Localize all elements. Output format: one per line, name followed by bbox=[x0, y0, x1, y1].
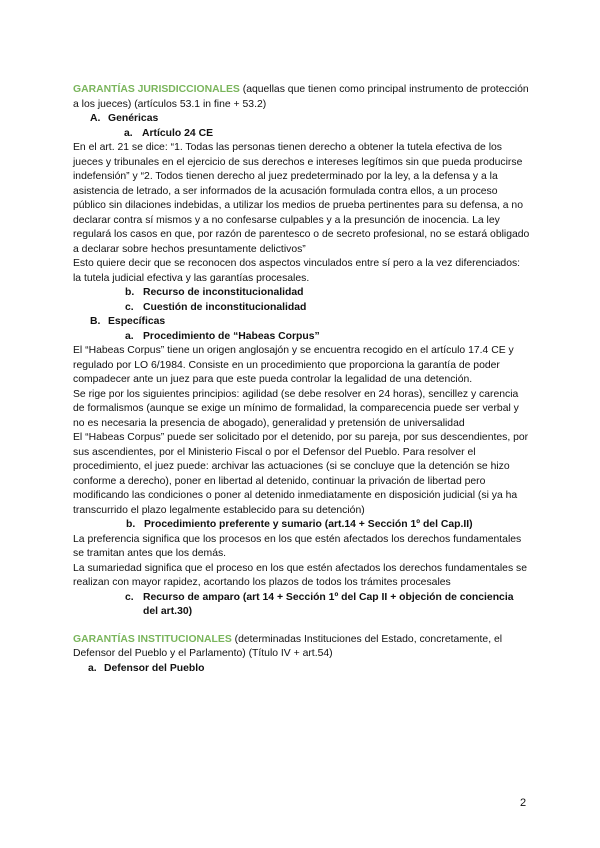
paragraph-sumariedad: La sumariedad significa que el proceso en los que estén afectados los derechos fundamentales se realizan con mayor rapidez, acortando los plazos de todos los trámites procesales bbox=[73, 562, 528, 588]
section-title: GARANTÍAS JURISDICCIONALES bbox=[73, 84, 240, 95]
heading-marker: b. bbox=[126, 519, 136, 530]
heading-marker: a. bbox=[125, 330, 134, 342]
paragraph-art24: En el art. 21 se dice: “1. Todas las personas tienen derecho a obtener la tutela efectiva de los jueces y tribunales en el ejercicio de sus derechos e intereses legítimos sin que pueda producirse indefensión” y “2. Todos tienen derecho al juez predeterminado por la ley, a la defensa y a la asistencia de letrado, a ser informados de la acusación formulada contra ellos, a un proceso público sin dilaciones indebidas, a utilizar los medios de prueba pertinentes para su defensa, a no declarar contra sí mismos y a no confesarse culpables y a la presunción de inocencia. La ley regulará los casos en que, por razón de parentesco o de secreto profesional, no se estará obligado a declarar sobre hechos presuntamente delictivos” bbox=[73, 142, 530, 255]
heading-genericas bbox=[73, 112, 531, 127]
heading-marker: c. bbox=[125, 591, 134, 603]
heading-label: Defensor del Pueblo bbox=[104, 662, 205, 674]
heading-procedimiento-preferente bbox=[73, 518, 531, 533]
paragraph-preferencia: La preferencia significa que los procesos en los que estén afectados los derechos fundamentales se tramitan antes que los demás. bbox=[73, 533, 522, 559]
heading-label: Genéricas bbox=[108, 113, 159, 124]
page-number: 2 bbox=[520, 797, 527, 809]
heading-marker: A. bbox=[90, 113, 101, 124]
paragraph-habeas-origen: El “Habeas Corpus” tiene un origen anglosajón y se encuentra recogido en el artículo 17.4 CE y regulado por LO 6/1984. Consiste en un procedimiento que proporciona la garantía de poder compadecer ante un juez para que este pueda controlar la legalidad de una detención. bbox=[73, 345, 514, 385]
section-intro: (determinadas Instituciones del Estado, concretamente, el Defensor del Pueblo y el Parlamento) (Título IV + art.54) bbox=[73, 633, 503, 659]
heading-label: Procedimiento preferente y sumario (art.14 + Sección 1º del Cap.II) bbox=[144, 519, 473, 530]
heading-marker: a. bbox=[124, 127, 133, 139]
heading-articulo-24 bbox=[73, 127, 531, 142]
section-garantias-institucionales bbox=[73, 633, 531, 662]
heading-label: Procedimiento de “Habeas Corpus” bbox=[143, 330, 320, 342]
heading-especificas bbox=[73, 315, 531, 330]
heading-recurso-inconstitucionalidad bbox=[73, 286, 531, 301]
section-title: GARANTÍAS INSTITUCIONALES bbox=[73, 633, 232, 645]
paragraph-aspectos: Esto quiere decir que se reconocen dos aspectos vinculados entre sí pero a la vez diferenciados: la tutela judicial efectiva y las garantías procesales. bbox=[73, 258, 521, 284]
heading-label: Artículo 24 CE bbox=[142, 127, 214, 139]
heading-label: Cuestión de inconstitucionalidad bbox=[143, 301, 307, 313]
heading-habeas-corpus bbox=[73, 330, 531, 345]
section-garantias-jurisdiccionales bbox=[73, 83, 531, 112]
heading-marker: B. bbox=[90, 316, 101, 327]
heading-marker: a. bbox=[88, 662, 97, 674]
heading-label: Recurso de amparo (art 14 + Sección 1º del Cap II + objeción de conciencia del art.30) bbox=[143, 591, 514, 617]
heading-marker: b. bbox=[125, 287, 135, 298]
heading-cuestion-inconstitucionalidad bbox=[73, 301, 531, 316]
paragraph-habeas-solicitud: El “Habeas Corpus” puede ser solicitado por el detenido, por su pareja, por sus descendientes, por sus ascendientes, por el Ministerio Fiscal o por el Defensor del Pueblo. Para resolver el procedimiento, el juez puede: archivar las actuaciones (si se concluye que la detención se hizo conforme a derecho), poner en libertad al detenido, continuar la privación de libertad pero modificando las condiciones o poner al detenido inmediatamente en disposición judicial (si ya ha transcurrido el plazo legalmente establecido para su detención) bbox=[73, 432, 529, 516]
heading-marker: c. bbox=[125, 301, 134, 313]
paragraph-habeas-principios: Se rige por los siguientes principios: agilidad (se debe resolver en 24 horas), sencillez y carencia de formalismos (aunque se exige un mínimo de formalidad, la comparecencia puede ser verbal y no es necesaria la presencia de abogado), generalidad y pretensión de universalidad bbox=[73, 388, 519, 429]
section-intro: (aquellas que tienen como principal instrumento de protección a los jueces) (artículos 53.1 in fine + 53.2) bbox=[73, 84, 529, 110]
heading-label: Específicas bbox=[108, 316, 166, 327]
spacer bbox=[73, 620, 531, 633]
heading-recurso-amparo bbox=[73, 591, 531, 620]
heading-label: Recurso de inconstitucionalidad bbox=[143, 287, 304, 298]
page-content bbox=[73, 83, 531, 676]
heading-defensor-pueblo bbox=[73, 662, 531, 677]
